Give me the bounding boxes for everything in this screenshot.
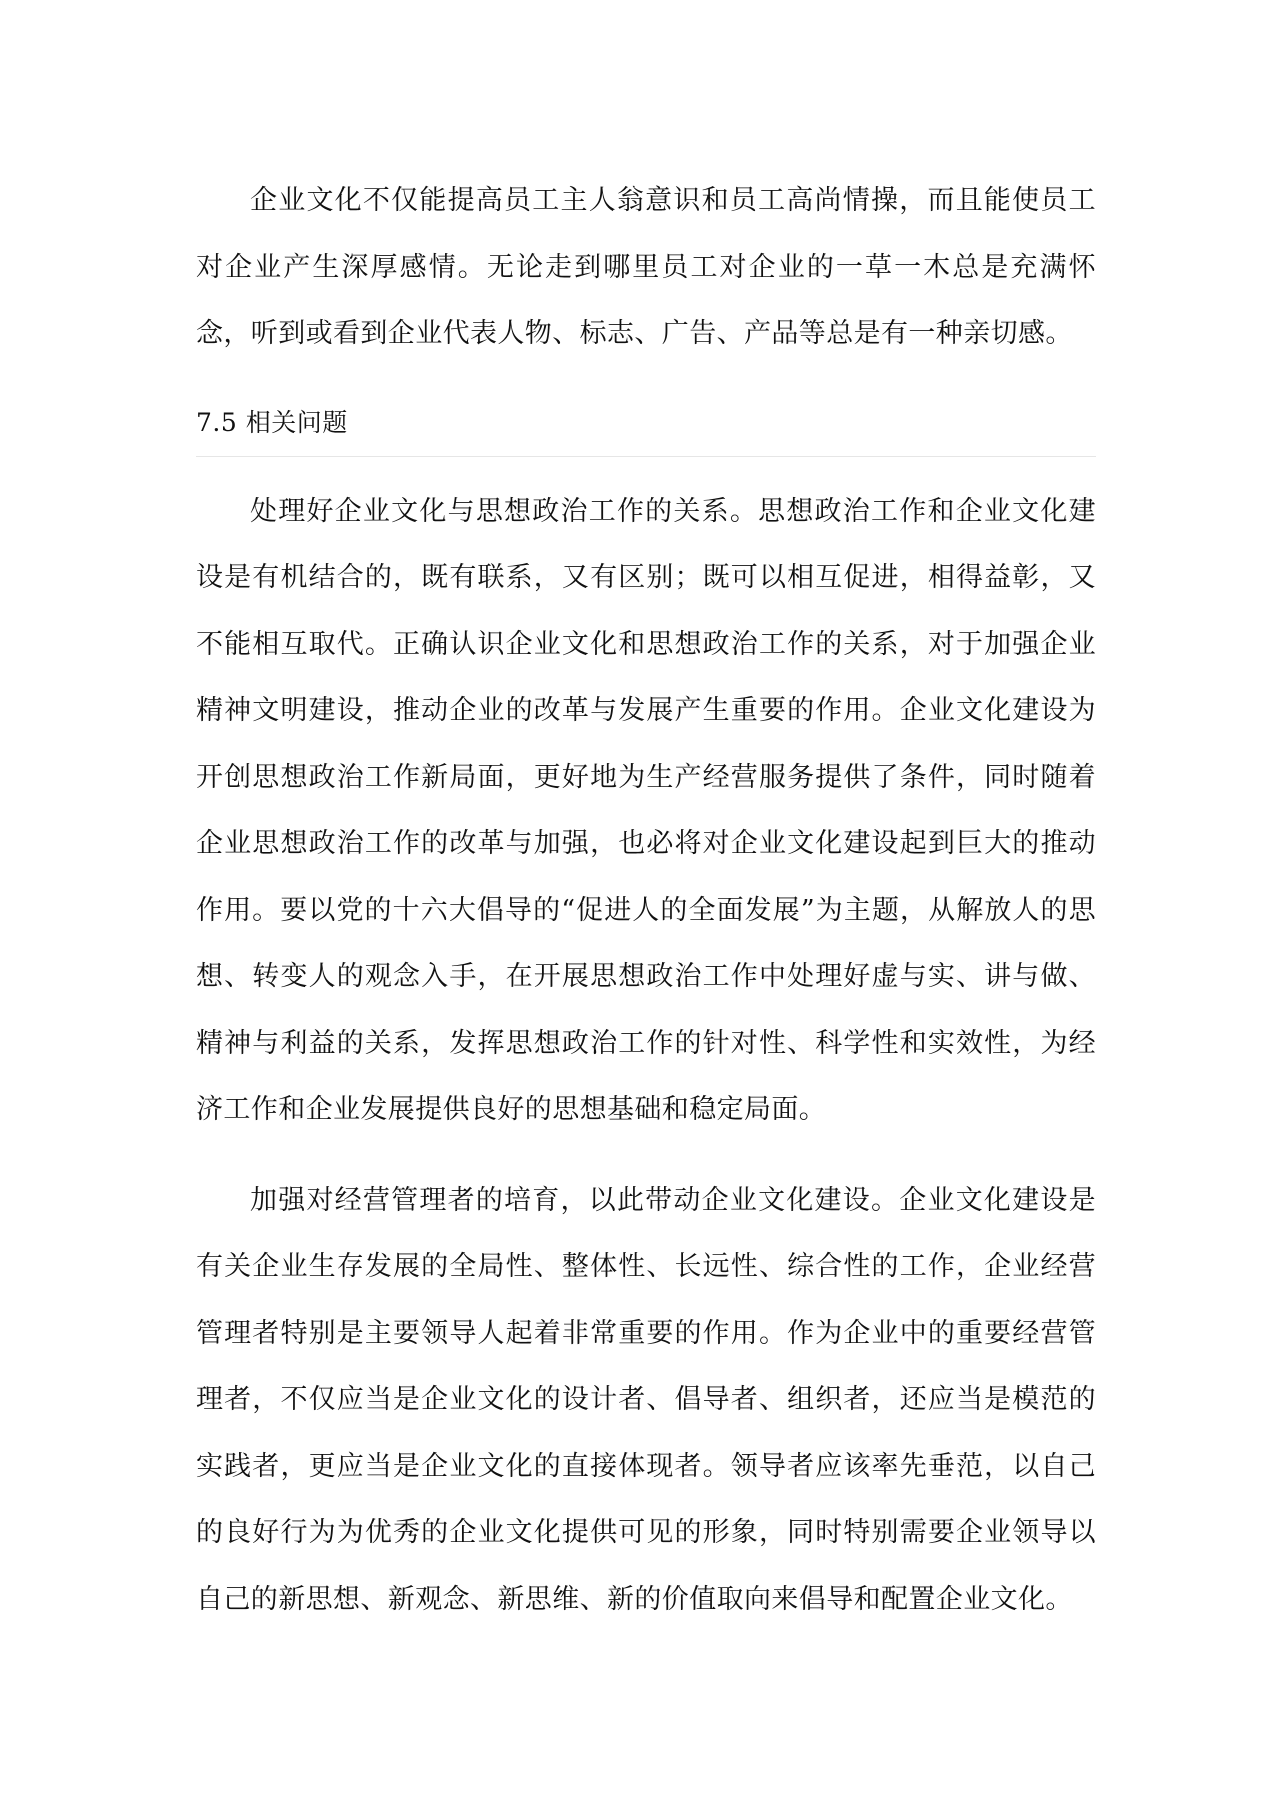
heading-divider	[196, 456, 1096, 457]
document-page	[196, 168, 1096, 1633]
section-heading: 7.5 相关问题	[196, 407, 348, 437]
paragraph-managers: 加强对经营管理者的培育，以此带动企业文化建设。企业文化建设是有关企业生存发展的全局性、整体性、长远性、综合性的工作，企业经营管理者特别是主要领导人起着非常重要的作用。作为企业中的重要经营管理者，不仅应当是企业文化的设计者、倡导者、组织者，还应当是模范的实践者，更应当是企业文化的直接体现者。领导者应该率先垂范，以自己的良好行为为优秀的企业文化提供可见的形象，同时特别需要企业领导以自己的新思想、新观念、新思维、新的价值取向来倡导和配置企业文化。	[196, 1184, 1096, 1615]
paragraph-spacer	[196, 1144, 1096, 1168]
paragraph-intro: 企业文化不仅能提高员工主人翁意识和员工高尚情操，而且能使员工对企业产生深厚感情。无论走到哪里员工对企业的一草一木总是充满怀念，听到或看到企业代表人物、标志、广告、产品等总是有一种亲切感。	[196, 185, 1096, 349]
paragraph-ideology-work: 处理好企业文化与思想政治工作的关系。思想政治工作和企业文化建设是有机结合的，既有联系，又有区别；既可以相互促进，相得益彰，又不能相互取代。正确认识企业文化和思想政治工作的关系，对于加强企业精神文明建设，推动企业的改革与发展产生重要的作用。企业文化建设为开创思想政治工作新局面，更好地为生产经营服务提供了条件，同时随着企业思想政治工作的改革与加强，也必将对企业文化建设起到巨大的推动作用。要以党的十六大倡导的“促进人的全面发展”为主题，从解放人的思想、转变人的观念入手，在开展思想政治工作中处理好虚与实、讲与做、精神与利益的关系，发挥思想政治工作的针对性、科学性和实效性，为经济工作和企业发展提供良好的思想基础和稳定局面。	[196, 495, 1096, 1125]
